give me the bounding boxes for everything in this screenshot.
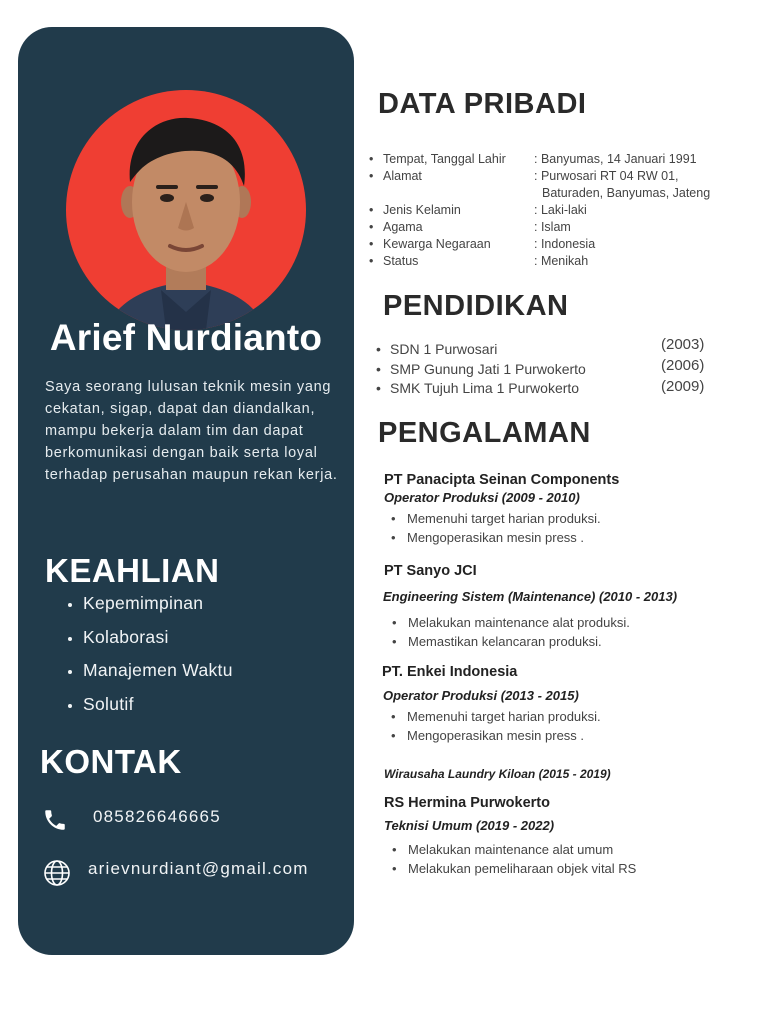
skill-item: • Solutif xyxy=(83,694,233,728)
person-portrait-icon xyxy=(66,90,306,330)
education-year: (2009) xyxy=(661,378,705,395)
skill-item: • Manajemen Waktu xyxy=(83,660,233,694)
profile-summary: Saya seorang lulusan teknik mesin yang cekatan, sigap, dapat dan diandalkan, mampu bekerja dalam tim dan dapat berkomunikasi dengan baik serta loyal terhadap perusahan maupun rekan kerja. xyxy=(45,379,338,483)
job-duties xyxy=(392,841,637,878)
profile-name: Arief Nurdianto xyxy=(49,317,323,358)
skills-heading: KEAHLIAN xyxy=(45,552,220,589)
job-duty: • Mengoperasikan mesin press . xyxy=(391,727,585,743)
job-company: PT. Enkei Indonesia xyxy=(382,664,518,680)
education-list xyxy=(376,340,586,399)
personal-row: • Status : Menikah xyxy=(369,254,589,268)
job-company: PT Panacipta Seinan Components xyxy=(384,472,620,488)
education-year: (2006) xyxy=(661,357,705,374)
contact-heading: KONTAK xyxy=(40,743,182,780)
education-years xyxy=(661,334,704,397)
job-duty: • Mengoperasikan mesin press . xyxy=(391,529,585,545)
skills-list xyxy=(62,593,233,727)
job-role: Operator Produksi (2009 - 2010) xyxy=(384,490,580,505)
job-role: Teknisi Umum (2019 - 2022) xyxy=(384,818,555,833)
personal-row: • Agama : Islam xyxy=(369,220,571,234)
job-duties xyxy=(392,614,630,651)
personal-row: • Tempat, Tanggal Lahir : Banyumas, 14 Januari 1991 xyxy=(369,152,697,166)
education-item: • SMK Tujuh Lima 1 Purwokerto xyxy=(376,380,580,396)
experience-heading: PENGALAMAN xyxy=(378,417,591,449)
job-duty: • Memastikan kelancaran produksi. xyxy=(392,633,602,649)
job-duties xyxy=(391,510,601,547)
personal-row-continued: Baturaden, Banyumas, Jateng xyxy=(542,186,711,200)
job-duties xyxy=(391,708,601,745)
personal-data-heading: DATA PRIBADI xyxy=(378,88,587,120)
job-duty: • Melakukan maintenance alat umum xyxy=(392,842,614,857)
job-company: RS Hermina Purwokerto xyxy=(384,795,550,811)
job-duty: • Melakukan maintenance alat produksi. xyxy=(392,615,630,630)
job-role: Operator Produksi (2013 - 2015) xyxy=(383,688,579,703)
education-item: • SDN 1 Purwosari xyxy=(376,341,498,357)
job-company: PT Sanyo JCI xyxy=(384,563,477,579)
education-year: (2003) xyxy=(661,336,705,353)
personal-data-list xyxy=(369,151,711,270)
education-item: • SMP Gunung Jati 1 Purwokerto xyxy=(376,360,586,377)
sidebar xyxy=(18,27,354,955)
personal-row: • Alamat : Purwosari RT 04 RW 01, xyxy=(369,169,679,183)
personal-row: • Kewarga Negaraan : Indonesia xyxy=(369,237,596,251)
profile-photo xyxy=(66,90,306,330)
phone-icon xyxy=(42,807,68,838)
email-address[interactable]: arievnurdiant@gmail.com xyxy=(88,859,309,878)
job-duty: • Memenuhi target harian produksi. xyxy=(391,511,601,526)
job-role: Wirausaha Laundry Kiloan (2015 - 2019) xyxy=(384,767,611,781)
personal-row: • Jenis Kelamin : Laki-laki xyxy=(369,203,587,217)
education-heading: PENDIDIKAN xyxy=(383,290,569,322)
skill-item: • Kolaborasi xyxy=(83,627,233,661)
job-duty: • Memenuhi target harian produksi. xyxy=(391,709,601,724)
skill-item: • Kepemimpinan xyxy=(83,593,233,627)
job-duty: • Melakukan pemeliharaan objek vital RS xyxy=(392,860,637,876)
phone-number[interactable]: 085826646665 xyxy=(93,807,221,826)
job-role: Engineering Sistem (Maintenance) (2010 - 2013) xyxy=(383,589,678,604)
globe-icon xyxy=(43,859,71,892)
